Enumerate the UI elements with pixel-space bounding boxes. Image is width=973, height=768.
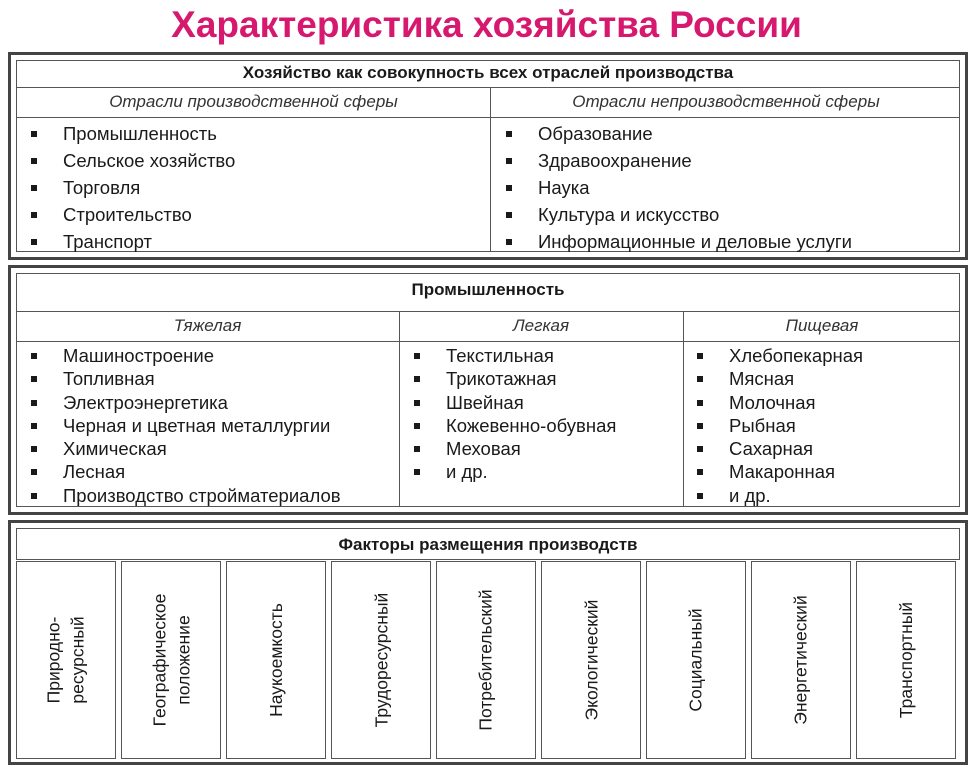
list-item: Транспорт: [26, 228, 235, 255]
list-item: Торговля: [26, 174, 235, 201]
list-item: и др.: [692, 484, 863, 507]
list-item: Меховая: [409, 437, 616, 460]
factor-label: Природно-: [44, 616, 64, 704]
divider: [16, 341, 960, 342]
list-item: Текстильная: [409, 344, 616, 367]
list-item: Информационные и деловые услуги: [501, 228, 852, 255]
factor-cell: [226, 561, 326, 759]
factor-label: Социальный: [686, 608, 706, 712]
list-item: Лесная: [26, 460, 341, 483]
non-production-sphere-list: [501, 120, 852, 255]
divider: [16, 311, 960, 312]
factor-label: Экологический: [581, 599, 602, 721]
heavy-industry-list: [26, 344, 341, 507]
list-item: Производство стройматериалов: [26, 484, 341, 507]
factor-cell: [331, 561, 431, 759]
factor-cell: [436, 561, 536, 759]
economy-header: Хозяйство как совокупность всех отраслей производства: [242, 63, 734, 82]
industry-section: [8, 265, 968, 515]
factor-label: Трудоресурсный: [371, 592, 392, 728]
list-item: Молочная: [692, 391, 863, 414]
list-item: Топливная: [26, 367, 341, 390]
divider: [16, 117, 960, 118]
factor-cell: [16, 561, 116, 759]
factor-label: положение: [173, 615, 193, 705]
factor-cell: [751, 561, 851, 759]
list-item: Электроэнергетика: [26, 391, 341, 414]
list-item: Трикотажная: [409, 367, 616, 390]
production-sphere-list: [26, 120, 235, 255]
list-item: Машиностроение: [26, 344, 341, 367]
list-item: Хлебопекарная: [692, 344, 863, 367]
non-production-sphere-label: Отрасли непроизводственной сферы: [572, 92, 880, 111]
list-item: Сельское хозяйство: [26, 147, 235, 174]
list-item: Строительство: [26, 201, 235, 228]
list-item: Рыбная: [692, 414, 863, 437]
food-industry-label: Пищевая: [785, 316, 859, 335]
list-item: и др.: [409, 460, 616, 483]
list-item: Химическая: [26, 437, 341, 460]
page-title: Характеристика хозяйства России: [171, 4, 802, 45]
factor-cell: [856, 561, 956, 759]
list-item: Мясная: [692, 367, 863, 390]
list-item: Швейная: [409, 391, 616, 414]
light-industry-label: Легкая: [512, 316, 570, 335]
factor-label: Наукоемкость: [266, 603, 286, 717]
factor-label: Транспортный: [896, 601, 916, 719]
factor-label: ресурсный: [68, 616, 88, 704]
list-item: Кожевенно-обувная: [409, 414, 616, 437]
list-item: Образование: [501, 120, 852, 147]
economy-section: [8, 52, 968, 260]
divider: [16, 87, 960, 88]
factors-header: Факторы размещения производств: [338, 535, 638, 554]
factor-label: Энергетический: [791, 595, 811, 725]
list-item: Черная и цветная металлургии: [26, 414, 341, 437]
factor-cell: [541, 561, 641, 759]
list-item: Наука: [501, 174, 852, 201]
light-industry-list: [409, 344, 616, 484]
divider: [490, 87, 491, 252]
industry-header: Промышленность: [411, 280, 565, 299]
factor-label: Географическое: [149, 593, 169, 727]
heavy-industry-label: Тяжелая: [173, 316, 242, 335]
production-sphere-label: Отрасли производственной сферы: [109, 92, 398, 111]
factor-cell: [646, 561, 746, 759]
food-industry-list: [692, 344, 863, 507]
list-item: Промышленность: [26, 120, 235, 147]
factor-label: Потребительский: [476, 589, 497, 731]
factor-cell: [121, 561, 221, 759]
list-item: Макаронная: [692, 460, 863, 483]
list-item: Здравоохранение: [501, 147, 852, 174]
list-item: Культура и искусство: [501, 201, 852, 228]
list-item: Сахарная: [692, 437, 863, 460]
